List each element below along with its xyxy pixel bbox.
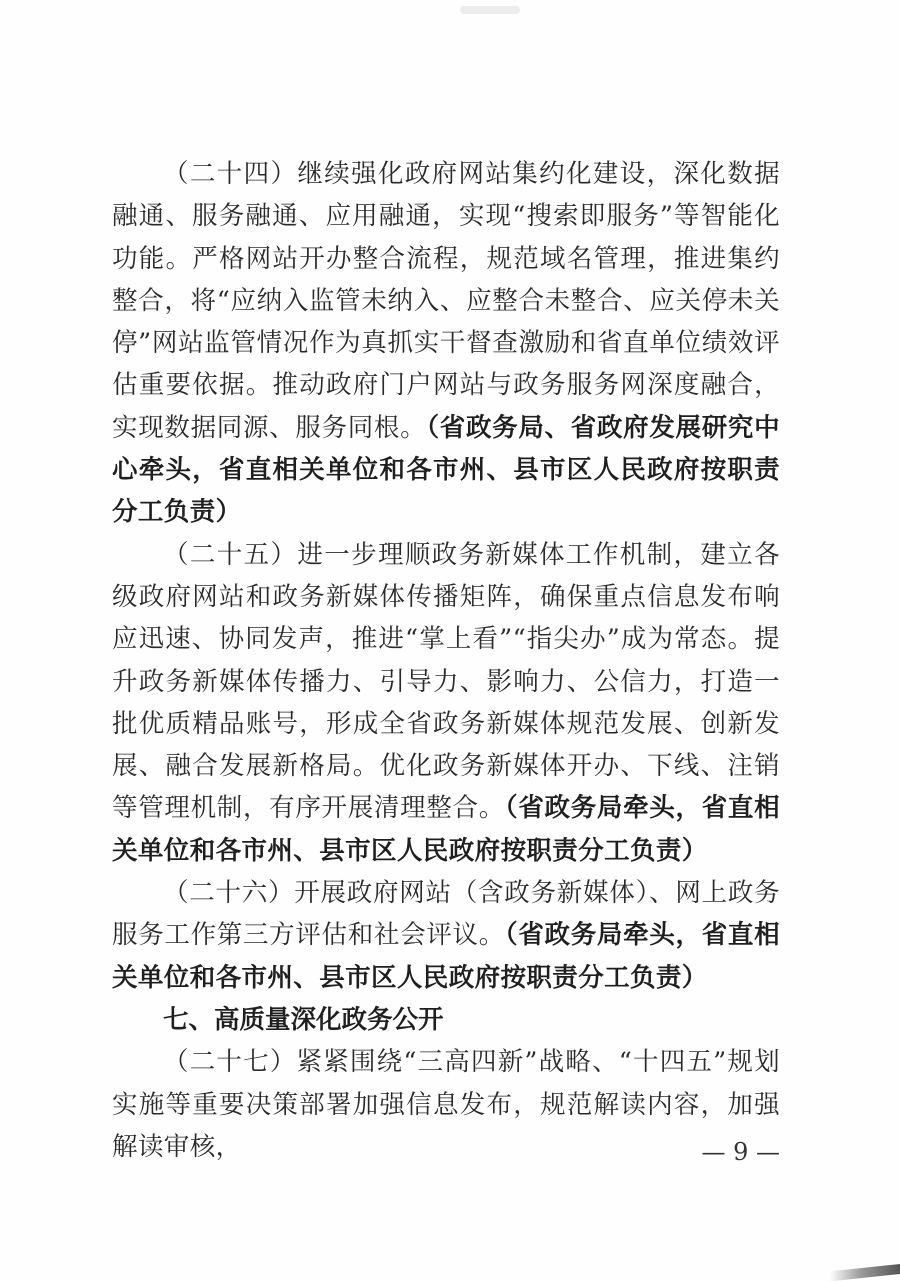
document-body: [112, 153, 780, 1168]
paragraph-25-responsibility-note: （省政务局牵头，省直相关单位和各市州、县市区人民政府按职责分工负责）: [112, 793, 780, 866]
section-heading: 七、高质量深化政务公开: [163, 1004, 444, 1035]
paragraph-27-text: （二十七）紧紧围绕“三高四新”战略、“十四五”规划实施等重要决策部署加强信息发布，规范解读内容，加强解读审核，: [112, 1047, 780, 1162]
paragraph-25: [112, 534, 780, 872]
page-number: — 9 —: [701, 1138, 780, 1166]
paragraph-26: [112, 872, 780, 999]
paragraph-24-text: （二十四）继续强化政府网站集约化建设，深化数据融通、服务融通、应用融通，实现“搜索即服务”等智能化功能。严格网站开办整合流程，规范域名管理，推进集约整合，将“应纳入监管未纳入、应整合未整合、应关停未关停”网站监管情况作为真抓实干督查激励和省直单位绩效评估重要依据。推动政府门户网站与政务服务网深度融合，实现数据同源、服务同根。: [112, 159, 780, 443]
paragraph-24: [112, 153, 780, 534]
paragraph-25-text: （二十五）进一步理顺政务新媒体工作机制，建立各级政府网站和政务新媒体传播矩阵，确保重点信息发布响应迅速、协同发声，推进“掌上看”“指尖办”成为常态。提升政务新媒体传播力、引导力、影响力、公信力，打造一批优质精品账号，形成全省政务新媒体规范发展、创新发展、融合发展新格局。优化政务新媒体开办、下线、注销等管理机制，有序开展清理整合。: [112, 539, 780, 824]
paragraph-26-responsibility-note: （省政务局牵头，省直相关单位和各市州、县市区人民政府按职责分工负责）: [112, 920, 780, 993]
page-edge-shadow: [830, 1264, 900, 1281]
paragraph-26-text: （二十六）开展政府网站（含政务新媒体）、网上政务服务工作第三方评估和社会评议。: [112, 878, 780, 951]
scan-artifact: [460, 6, 520, 14]
paragraph-24-responsibility-note: （省政务局、省政府发展研究中心牵头，省直相关单位和各市州、县市区人民政府按职责分工负责）: [112, 412, 780, 528]
